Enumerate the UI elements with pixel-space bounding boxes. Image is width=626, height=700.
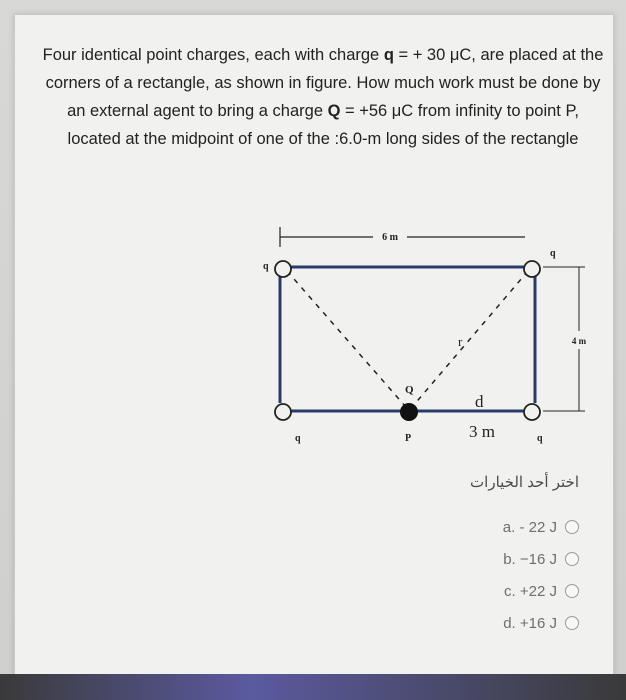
option-a-radio[interactable]	[565, 520, 579, 534]
question-part-1: Four identical point charges, each with charge	[42, 46, 384, 64]
label-q-top-right: q	[550, 248, 556, 259]
question-part-3: = +56 μC from infinity to point P, located at the midpoint of one of the :6.0-m long sides of the rectangle	[67, 102, 579, 148]
charge-bottom-right	[524, 404, 540, 420]
question-part-2: = + 30 μC, are placed at the corners of a rectangle, as shown in figure. How much work must be done by an external agent to bring a charge	[45, 46, 604, 120]
label-q-top-left: q	[263, 261, 269, 272]
label-3m: 3 m	[469, 422, 495, 441]
dashed-line-right	[413, 271, 528, 406]
label-r: r	[458, 334, 463, 349]
option-a[interactable]	[359, 511, 579, 543]
option-b-label: b. −16 J	[503, 550, 557, 568]
option-d-radio[interactable]	[565, 616, 579, 630]
option-c-radio[interactable]	[565, 584, 579, 598]
option-b[interactable]	[359, 543, 579, 575]
dashed-line-left	[287, 271, 405, 406]
option-a-label: a. - 22 J	[502, 518, 557, 536]
label-q-bottom-right: q	[537, 433, 543, 444]
question-card	[14, 14, 614, 676]
right-dimension-label: 4 m	[571, 336, 587, 346]
label-P: P	[405, 433, 412, 444]
option-d-label: d. +16 J	[503, 614, 557, 632]
top-dimension-label: 6 m	[382, 232, 398, 243]
bottom-edge	[0, 674, 626, 700]
charge-Q-symbol: Q	[327, 102, 341, 120]
label-q-bottom-left: q	[295, 433, 301, 444]
label-d: d	[475, 392, 484, 411]
choose-option-label: اختر أحد الخيارات	[470, 474, 579, 491]
option-c[interactable]	[359, 575, 579, 607]
option-d[interactable]	[359, 607, 579, 639]
answer-options	[359, 473, 579, 639]
rectangle-charge-diagram	[255, 223, 595, 463]
question-text	[39, 41, 607, 153]
option-b-radio[interactable]	[565, 552, 579, 566]
charge-q-symbol: q	[383, 46, 394, 64]
label-Q: Q	[405, 384, 414, 396]
option-c-label: c. +22 J	[504, 582, 557, 600]
charge-top-left	[275, 261, 291, 277]
charge-top-right	[524, 261, 540, 277]
charge-bottom-left	[275, 404, 291, 420]
charge-Q-at-P	[400, 403, 418, 421]
